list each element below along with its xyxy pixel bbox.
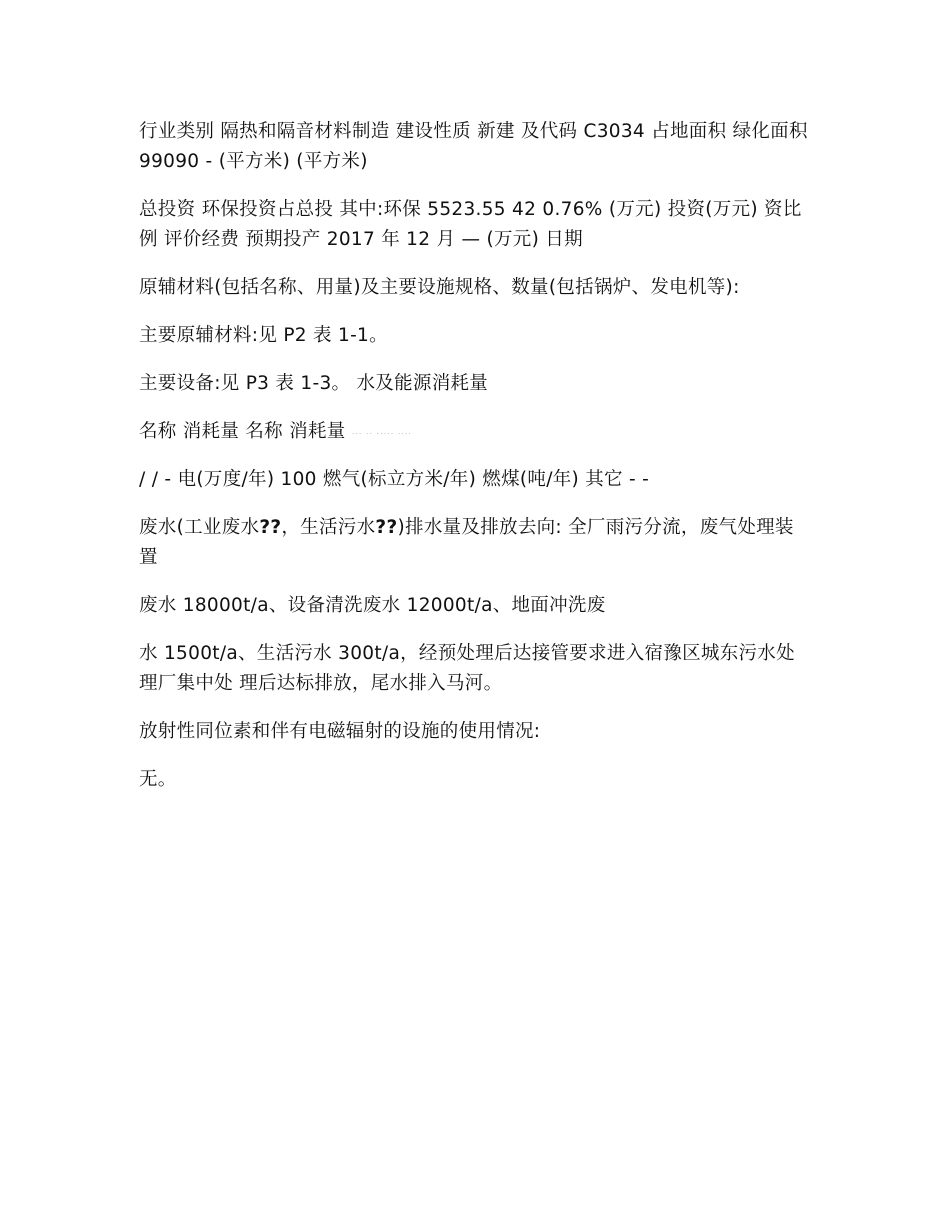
wastewater-mark-2: ?? [375, 517, 398, 538]
document-body [139, 117, 811, 813]
faint-dots: ... .. ..... .... [351, 427, 412, 436]
industry-info-paragraph: 行业类别 隔热和隔音材料制造 建设性质 新建 及代码 C3034 占地面积 绿化面积 99090 - (平方米) (平方米) [139, 121, 808, 172]
investment-paragraph: 总投资 环保投资占总投 其中:环保 5523.55 42 0.76% (万元) 投资(万元) 资比例 评价经费 预期投产 2017 年 12 月 — (万元) 日期 [139, 199, 802, 250]
main-materials-paragraph: 主要原辅材料:见 P2 表 1-1。 [139, 325, 388, 346]
radiation-answer-paragraph: 无。 [139, 769, 177, 790]
materials-heading-paragraph: 原辅材料(包括名称、用量)及主要设施规格、数量(包括锅炉、发电机等): [139, 277, 740, 298]
consumption-header-text: 名称 消耗量 名称 消耗量 [139, 421, 346, 442]
wastewater-mark-1: ?? [259, 517, 282, 538]
main-equipment-paragraph: 主要设备:见 P3 表 1-3。 水及能源消耗量 [139, 373, 489, 394]
wastewater-paragraph [139, 513, 811, 573]
wastewater-text-2: ，生活污水 [281, 517, 376, 538]
consumption-row-paragraph: / / - 电(万度/年) 100 燃气(标立方米/年) 燃煤(吨/年) 其它 - - [139, 469, 650, 490]
wastewater-volume-paragraph: 废水 18000t/a、设备清洗废水 12000t/a、地面冲洗废 [139, 595, 606, 616]
consumption-header-paragraph [139, 417, 811, 447]
wastewater-discharge-paragraph: 水 1500t/a、生活污水 300t/a，经预处理后达接管要求进入宿豫区城东污水处理厂集中处 理后达标排放，尾水排入马河。 [139, 643, 795, 694]
wastewater-text-1: 废水(工业废水 [139, 517, 260, 538]
radiation-heading-paragraph: 放射性同位素和伴有电磁辐射的设施的使用情况: [139, 721, 541, 742]
wastewater-text-3: )排水量及排放去向: 全厂雨污分流，废气处理装置 [139, 517, 794, 568]
